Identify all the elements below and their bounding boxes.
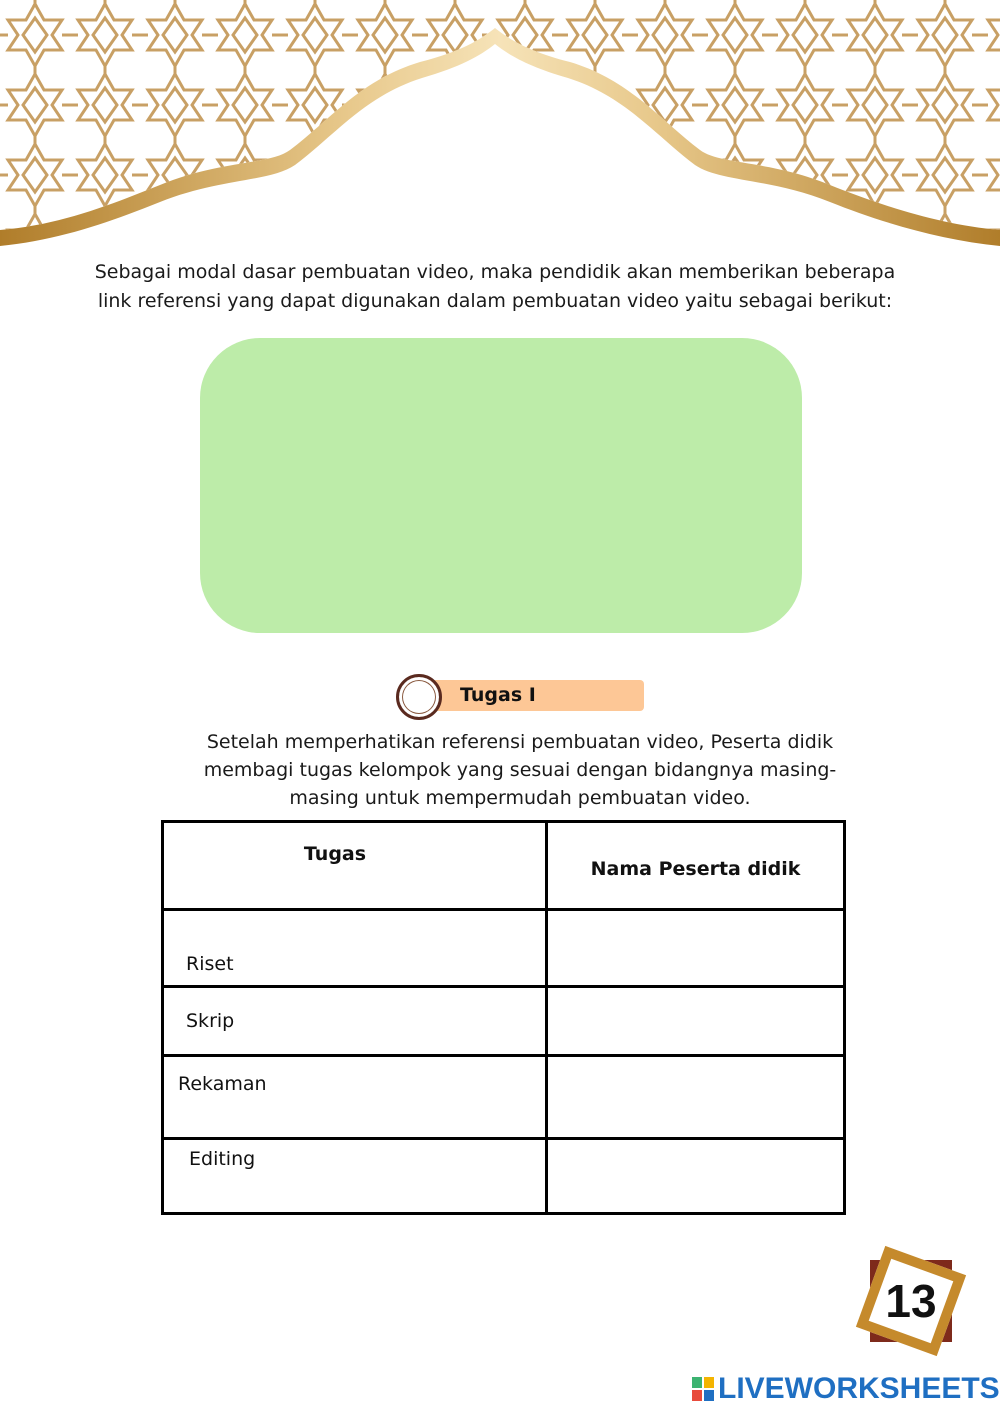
task-cell-rekaman: Rekaman (163, 1056, 547, 1139)
task-desc-line-2: membagi tugas kelompok yang sesuai dengan bidangnya masing- (203, 759, 837, 781)
table-row (163, 1056, 845, 1139)
ornamental-header (0, 0, 1000, 260)
liveworksheets-logo-icon (692, 1377, 714, 1401)
intro-paragraph (80, 258, 910, 316)
name-input-skrip[interactable] (547, 987, 845, 1056)
task-cell-riset: Riset (163, 910, 547, 987)
circle-icon (396, 674, 442, 720)
task-desc-line-1: Setelah memperhatikan referensi pembuatan video, Peserta didik (206, 731, 834, 753)
task-description (190, 728, 850, 812)
name-input-rekaman[interactable] (547, 1056, 845, 1139)
brand-name: LIVEWORKSHEETS (718, 1372, 1000, 1405)
header-tugas: Tugas (163, 822, 547, 910)
intro-line-1: Sebagai modal dasar pembuatan video, maka pendidik akan memberikan beberapa (94, 261, 896, 283)
intro-line-2: link referensi yang dapat digunakan dalam pembuatan video yaitu sebagai berikut: (97, 290, 893, 312)
task-cell-skrip: Skrip (163, 987, 547, 1056)
page-number-badge (852, 1244, 972, 1359)
name-input-editing[interactable] (547, 1139, 845, 1214)
task-cell-editing: Editing (163, 1139, 547, 1214)
task-assignment-table (161, 820, 846, 1215)
header-nama-peserta: Nama Peserta didik (547, 822, 845, 910)
task-title: Tugas I (460, 684, 536, 706)
table-row (163, 1139, 845, 1214)
table-header-row (163, 822, 845, 910)
task-header (396, 674, 646, 720)
table-row (163, 910, 845, 987)
reference-links-box[interactable] (200, 338, 802, 633)
page-number: 13 (885, 1275, 937, 1327)
table-row (163, 987, 845, 1056)
name-input-riset[interactable] (547, 910, 845, 987)
liveworksheets-brand[interactable] (692, 1372, 1000, 1406)
task-desc-line-3: masing untuk mempermudah pembuatan video. (289, 787, 751, 809)
